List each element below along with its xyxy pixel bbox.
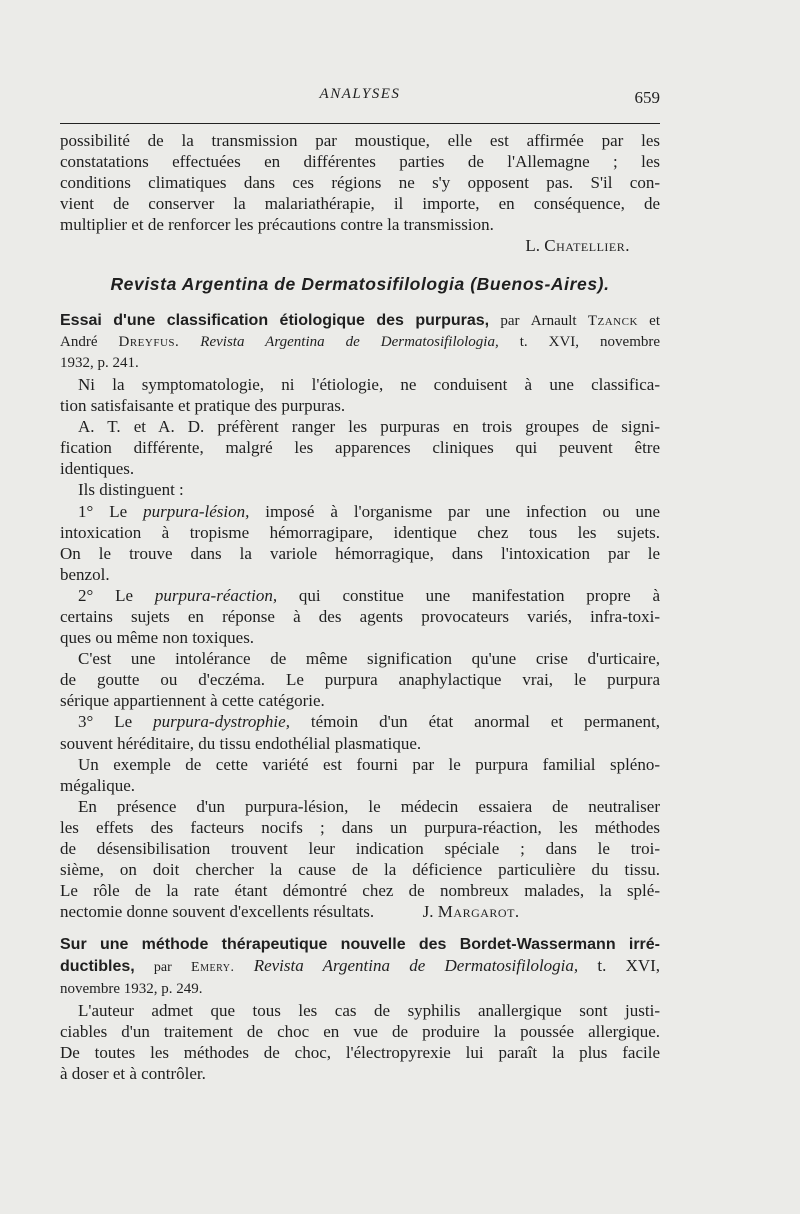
reference-date: 1932, p. 241. bbox=[60, 354, 139, 371]
journal-heading: Revista Argentina de Dermatosifilologia (Buenos-Aires). bbox=[110, 273, 610, 294]
reference-date: novembre 1932, p. 249. bbox=[60, 980, 203, 997]
text-line: C'est une intolérance de même signification qu'une crise d'urticaire, bbox=[78, 649, 660, 669]
text-line: En présence d'un purpura-lésion, le médecin essaiera de neutraliser bbox=[78, 796, 660, 816]
running-header bbox=[60, 86, 660, 120]
text-line: intoxication à tropisme hémorragipare, identique chez tous les sujets. bbox=[60, 522, 660, 542]
signature-initial: L. bbox=[525, 236, 540, 256]
text-line: On le trouve dans la variole hémorragique, dans l'intoxication par le bbox=[60, 543, 660, 563]
text-line: mégalique. bbox=[60, 775, 136, 795]
text-line: sième, on doit chercher la cause de la déficience particulière du tissu. bbox=[60, 860, 660, 880]
text-line: certains sujets en réponse à des agents provocateurs variés, infra-toxi- bbox=[60, 606, 660, 626]
text-line: les effets des facteurs nocifs ; dans un purpura-réaction, les méthodes bbox=[60, 817, 660, 837]
text-line bbox=[60, 711, 660, 732]
text-line: Un exemple de cette variété est fourni par le purpura familial spléno- bbox=[78, 754, 660, 774]
text-line bbox=[60, 501, 660, 522]
signature-name: Margarot. bbox=[437, 902, 520, 922]
volume-info: t. XVI, novembre bbox=[519, 333, 661, 350]
text-span: imposé à l'organisme par une infection ou une bbox=[265, 501, 661, 521]
volume-info: t. XVI, bbox=[597, 956, 661, 976]
article-title: ductibles, bbox=[60, 958, 135, 976]
author-surname: Emery. bbox=[191, 960, 235, 976]
term: purpura-lésion, bbox=[143, 501, 250, 521]
author-first-name: Arnault bbox=[530, 312, 577, 329]
signature-name: Chatellier. bbox=[544, 236, 630, 256]
par-word: par bbox=[153, 960, 172, 976]
text-line: de désensibilisation trouvent leur indication spéciale ; dans le troi- bbox=[60, 839, 660, 858]
running-title: ANALYSES bbox=[319, 86, 401, 102]
text-line: L'auteur admet que tous les cas de syphilis anallergique sont justi- bbox=[78, 1000, 660, 1020]
text-line: constatations effectuées en différentes parties de l'Allemagne ; les bbox=[60, 152, 660, 172]
text-line: A. T. et A. D. préfèrent ranger les purpuras en trois groupes de signi- bbox=[78, 417, 660, 437]
article-title: Essai d'une classification étiologique des purpuras, bbox=[60, 311, 490, 329]
item-number: 2° Le bbox=[78, 585, 134, 605]
par-word: par bbox=[500, 312, 520, 329]
author-first-name: André bbox=[60, 333, 98, 350]
text-line: De toutes les méthodes de choc, l'électropyrexie lui paraît la plus facile bbox=[60, 1042, 660, 1062]
article-emery bbox=[60, 934, 660, 1084]
text-line: vient de conserver la malariathérapie, il importe, en conséquence, de bbox=[60, 194, 660, 214]
et-word: et bbox=[649, 312, 660, 329]
text-line: multiplier et de renforcer les précautions contre la transmission. bbox=[60, 215, 494, 235]
text-line bbox=[60, 901, 660, 922]
text-line: Ils distinguent : bbox=[78, 480, 184, 500]
article-tzanck bbox=[60, 309, 660, 923]
text-line: tion satisfaisante et pratique des purpuras. bbox=[60, 396, 346, 416]
page-number: 659 bbox=[634, 88, 660, 107]
previous-article-tail bbox=[60, 130, 660, 257]
text-span: nectomie donne souvent d'excellents résultats. bbox=[60, 902, 375, 922]
journal-name: Revista Argentina de Dermatosifilologia, bbox=[200, 333, 499, 350]
text-span: témoin d'un état anormal et permanent, bbox=[310, 712, 661, 732]
text-line bbox=[60, 585, 660, 606]
journal-name: Revista Argentina de Dermatosifilologia, bbox=[253, 956, 579, 976]
text-line: Le rôle de la rate étant démontré chez de nombreux malades, la splé- bbox=[60, 881, 660, 901]
text-line: de goutte ou d'eczéma. Le purpura anaphylactique vrai, le purpura bbox=[60, 670, 660, 690]
text-line: possibilité de la transmission par moustique, elle est affirmée par les bbox=[60, 131, 660, 150]
text-line: ques ou même non toxiques. bbox=[60, 628, 255, 648]
signature-initial: J. bbox=[422, 902, 434, 922]
article-title: Sur une méthode thérapeutique nouvelle des Bordet-Wassermann irré- bbox=[60, 936, 660, 954]
text-line: sérique appartiennent à cette catégorie. bbox=[60, 691, 325, 711]
text-span: qui constitue une manifestation propre à bbox=[298, 585, 660, 605]
author-surname: Dreyfus. bbox=[118, 333, 180, 350]
item-number: 3° Le bbox=[78, 712, 133, 732]
page-body bbox=[60, 130, 660, 1084]
text-line: ciables d'un traitement de choc en vue de produire la poussée allergique. bbox=[60, 1021, 660, 1041]
author-surname: Tzanck bbox=[587, 312, 638, 329]
reference-line bbox=[60, 332, 660, 353]
text-line: fication différente, malgré les apparences cliniques qui peuvent être bbox=[60, 438, 660, 458]
article-title-line bbox=[60, 309, 660, 332]
text-line: Ni la symptomatologie, ni l'étiologie, ne conduisent à une classifica- bbox=[78, 374, 660, 394]
text-line: benzol. bbox=[60, 564, 110, 584]
text-line: souvent héréditaire, du tissu endothélial plasmatique. bbox=[60, 733, 422, 753]
item-number: 1° Le bbox=[78, 501, 128, 521]
term: purpura-dystrophie, bbox=[153, 712, 290, 732]
signature bbox=[60, 235, 660, 256]
term: purpura-réaction, bbox=[154, 585, 278, 605]
text-line: à doser et à contrôler. bbox=[60, 1063, 206, 1083]
reference-line bbox=[60, 955, 660, 978]
text-line: identiques. bbox=[60, 459, 135, 479]
header-rule bbox=[60, 123, 660, 124]
text-line: conditions climatiques dans ces régions ne s'y opposent pas. S'il con- bbox=[60, 173, 660, 193]
